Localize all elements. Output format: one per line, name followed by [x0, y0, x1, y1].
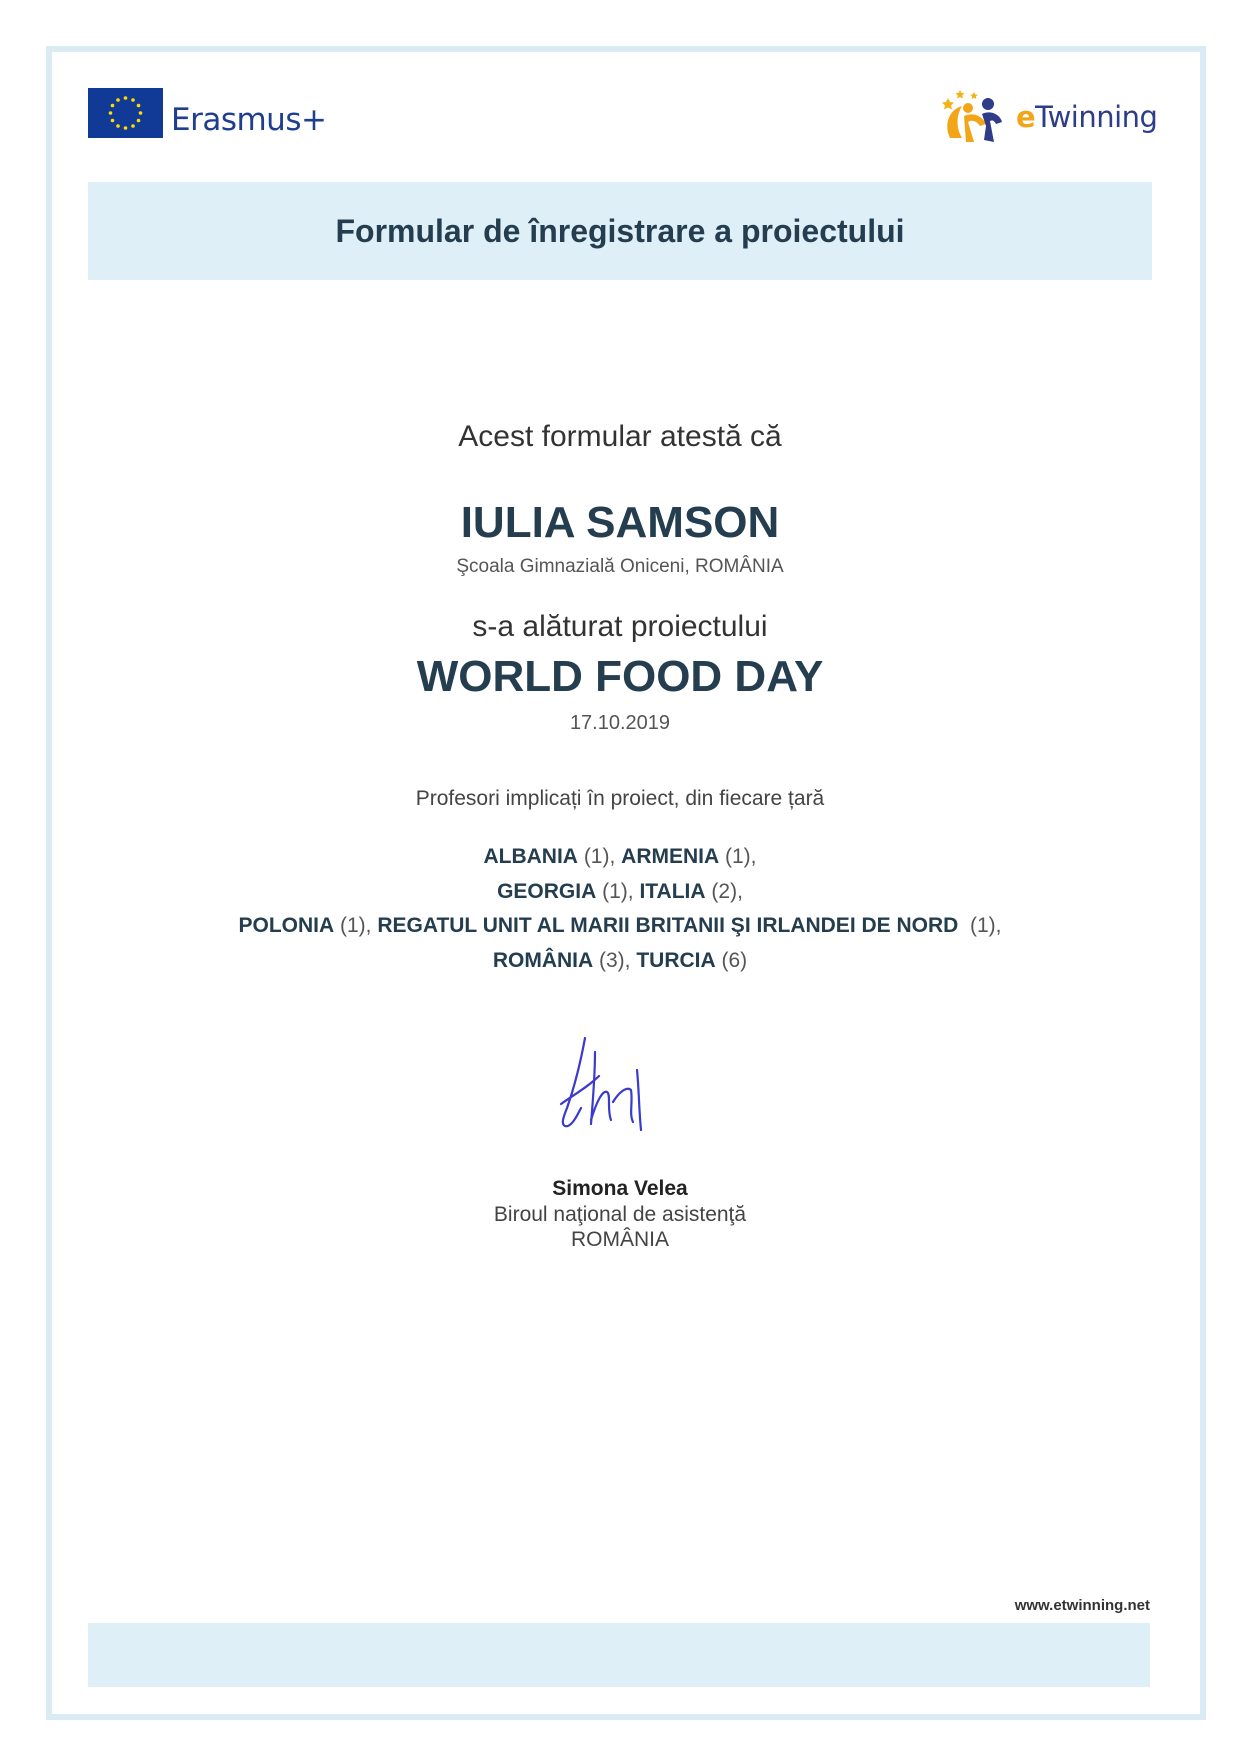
signature-image [555, 1030, 665, 1140]
participant-name: IULIA SAMSON [460, 498, 780, 547]
footer-band [88, 1623, 1150, 1687]
country-count: (1), [719, 845, 757, 868]
country-line [88, 909, 1152, 944]
country-line [88, 875, 1152, 910]
country-list [88, 840, 1152, 978]
page-title: Formular de înregistrare a proiectului [335, 212, 905, 249]
country-count: (1), [958, 914, 1002, 937]
country-name: ALBANIA [483, 845, 578, 868]
erasmus-plus-wordmark: Erasmus+ [171, 102, 327, 138]
country-line [88, 840, 1152, 875]
country-name: ARMENIA [621, 845, 720, 868]
country-name: ITALIA [639, 879, 706, 903]
project-date: 17.10.2019 [569, 712, 671, 734]
title-band [88, 182, 1152, 280]
eu-flag-icon [88, 88, 163, 138]
etwinning-wordmark: eTwinning [1016, 100, 1158, 134]
signatory-name: Simona Velea [552, 1177, 688, 1200]
country-name: POLONIA [238, 914, 335, 937]
participant-school: Şcoala Gimnazială Oniceni, ROMÂNIA [456, 556, 784, 577]
country-count: (1), [334, 914, 378, 937]
country-count: (6) [715, 948, 748, 972]
signatory-office: Biroul naţional de asistenţă [493, 1203, 747, 1226]
project-title: WORLD FOOD DAY [416, 652, 824, 701]
country-name: REGATUL UNIT AL MARII BRITANII ŞI IRLANDEI DE NORD [377, 914, 959, 937]
erasmus-plus-logo [88, 88, 326, 138]
website-link[interactable]: www.etwinning.net [1014, 1597, 1150, 1614]
country-count: (2), [705, 879, 743, 903]
teachers-label: Profesori implicați în proiect, din fiecare țară [415, 787, 825, 810]
country-name: TURCIA [636, 948, 716, 972]
country-count: (3), [593, 948, 637, 972]
signatory-country: ROMÂNIA [570, 1228, 669, 1251]
country-count: (1), [596, 879, 640, 903]
etwinning-figures-icon [940, 86, 1010, 148]
country-name: ROMÂNIA [492, 948, 594, 972]
country-count: (1), [577, 845, 622, 868]
country-name: GEORGIA [497, 879, 597, 903]
attest-text: Acest formular atestă că [458, 420, 782, 453]
etwinning-logo [940, 86, 1157, 148]
joined-text: s-a alăturat proiectului [472, 610, 768, 643]
country-line [88, 944, 1152, 979]
signatory-office-block [88, 1202, 1152, 1252]
